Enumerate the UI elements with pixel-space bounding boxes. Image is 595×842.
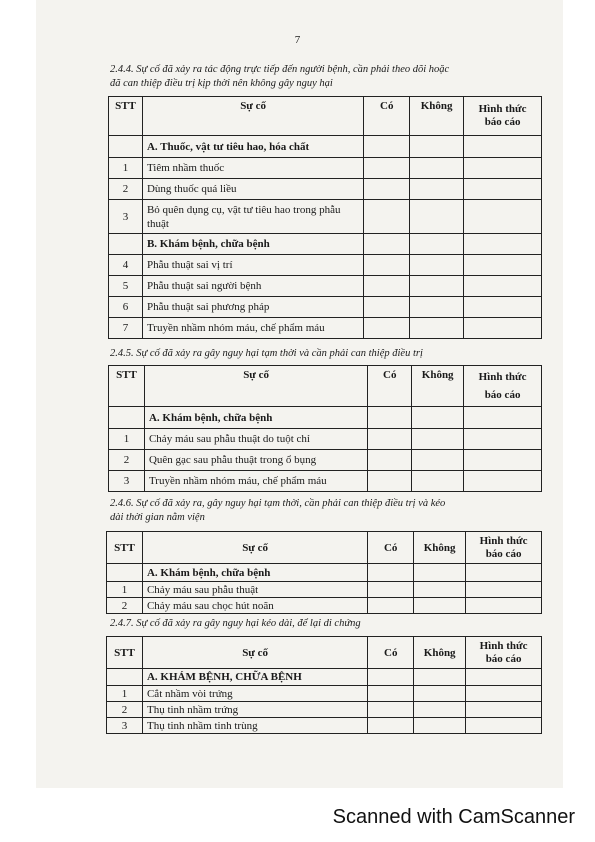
cell-stt [107, 564, 143, 582]
cell-su-co: Bỏ quên dụng cụ, vật tư tiêu hao trong phẫu thuật [142, 200, 363, 234]
header-su-co: Sự cố [142, 97, 363, 136]
cell-khong [412, 450, 464, 471]
cell-hinh-thuc-bao-cao [464, 158, 542, 179]
header-co: Có [368, 637, 414, 669]
table-header-row [109, 366, 542, 407]
cell-hinh-thuc-bao-cao [464, 450, 542, 471]
cell-hinh-thuc-bao-cao [464, 255, 542, 276]
cell-khong [410, 200, 464, 234]
table-row [109, 450, 542, 471]
cell-stt: 1 [109, 158, 143, 179]
cell-khong [410, 276, 464, 297]
cell-stt: 2 [107, 702, 143, 718]
cell-stt: 2 [109, 179, 143, 200]
header-stt: STT [109, 366, 145, 407]
header-su-co: Sự cố [142, 532, 367, 564]
cell-hinh-thuc-bao-cao [464, 318, 542, 339]
header-khong: Không [414, 532, 466, 564]
cell-stt: 2 [107, 598, 143, 614]
cell-hinh-thuc-bao-cao [464, 471, 542, 492]
cell-khong [414, 669, 466, 686]
header-su-co: Sự cố [142, 637, 367, 669]
cell-su-co: A. KHÁM BỆNH, CHỮA BỆNH [142, 669, 367, 686]
header-su-co: Sự cố [144, 366, 367, 407]
cell-co [364, 276, 410, 297]
cell-su-co: Phẫu thuật sai phương pháp [142, 297, 363, 318]
cell-su-co: Truyền nhầm nhóm máu, chế phẩm máu [144, 471, 367, 492]
cell-hinh-thuc-bao-cao [466, 669, 542, 686]
camscanner-footer: Scanned with CamScanner [332, 806, 575, 828]
cell-stt [107, 669, 143, 686]
cell-hinh-thuc-bao-cao [464, 234, 542, 255]
section-heading-2-4-7: 2.4.7. Sự cố đã xảy ra gây nguy hại kéo dài, để lại di chứng [110, 618, 361, 629]
cell-hinh-thuc-bao-cao [464, 136, 542, 158]
cell-stt: 1 [107, 582, 143, 598]
cell-stt: 5 [109, 276, 143, 297]
header-stt: STT [109, 97, 143, 136]
cell-stt: 1 [109, 429, 145, 450]
cell-co [364, 255, 410, 276]
cell-stt [109, 407, 145, 429]
section-heading-2-4-4: 2.4.4. Sự cố đã xảy ra tác động trực tiếp đến người bệnh, cần phải theo dõi hoặc đã can thiệp điều trị kịp thời nên không gây nguy hại [110, 64, 450, 89]
cell-su-co: Chảy máu sau phẫu thuật do tuột chỉ [144, 429, 367, 450]
table-row [109, 297, 542, 318]
table-group-row [109, 136, 542, 158]
table-row [109, 276, 542, 297]
cell-co [368, 407, 412, 429]
cell-stt: 6 [109, 297, 143, 318]
cell-khong [410, 255, 464, 276]
cell-hinh-thuc-bao-cao [466, 564, 542, 582]
cell-co [368, 686, 414, 702]
cell-co [368, 429, 412, 450]
header-khong: Không [412, 366, 464, 407]
table-header-row [107, 532, 542, 564]
cell-co [364, 318, 410, 339]
incident-table-2-4-7 [106, 636, 542, 734]
cell-co [364, 234, 410, 255]
cell-khong [414, 564, 466, 582]
table-row [109, 255, 542, 276]
cell-co [364, 200, 410, 234]
header-co: Có [368, 366, 412, 407]
table-row [107, 582, 542, 598]
cell-khong [410, 318, 464, 339]
header-hinh-thuc-bao-cao: Hình thức báo cáo [464, 366, 542, 407]
cell-su-co: B. Khám bệnh, chữa bệnh [142, 234, 363, 255]
cell-su-co: A. Khám bệnh, chữa bệnh [142, 564, 367, 582]
page-number: 7 [294, 34, 301, 46]
cell-khong [412, 471, 464, 492]
cell-su-co: Quên gạc sau phẫu thuật trong ổ bụng [144, 450, 367, 471]
cell-su-co: Chảy máu sau chọc hút noãn [142, 598, 367, 614]
section-heading-2-4-6: 2.4.6. Sự cố đã xảy ra, gây nguy hại tạm thời, cần phải can thiệp điều trị và kéo dài thời gian nằm viện [110, 498, 446, 523]
table-row [107, 718, 542, 734]
table-row [109, 429, 542, 450]
cell-khong [412, 429, 464, 450]
cell-stt: 2 [109, 450, 145, 471]
cell-khong [414, 582, 466, 598]
cell-co [364, 297, 410, 318]
cell-khong [414, 702, 466, 718]
cell-co [368, 582, 414, 598]
cell-hinh-thuc-bao-cao [464, 429, 542, 450]
cell-su-co: A. Khám bệnh, chữa bệnh [144, 407, 367, 429]
cell-su-co: Thụ tinh nhầm trứng [142, 702, 367, 718]
cell-hinh-thuc-bao-cao [464, 297, 542, 318]
table-row [109, 318, 542, 339]
cell-co [364, 158, 410, 179]
header-co: Có [368, 532, 414, 564]
header-stt: STT [107, 532, 143, 564]
cell-hinh-thuc-bao-cao [466, 718, 542, 734]
header-khong: Không [410, 97, 464, 136]
cell-su-co: Tiêm nhầm thuốc [142, 158, 363, 179]
table-row [109, 471, 542, 492]
header-hinh-thuc-bao-cao: Hình thức báo cáo [466, 532, 542, 564]
cell-stt: 4 [109, 255, 143, 276]
table-row [107, 686, 542, 702]
cell-hinh-thuc-bao-cao [466, 702, 542, 718]
incident-table-2-4-5 [108, 365, 542, 492]
cell-khong [410, 179, 464, 200]
cell-khong [410, 158, 464, 179]
table-group-row [107, 669, 542, 686]
cell-stt: 3 [109, 200, 143, 234]
cell-co [368, 471, 412, 492]
header-khong: Không [414, 637, 466, 669]
table-row [107, 598, 542, 614]
table-group-row [109, 234, 542, 255]
table-row [107, 702, 542, 718]
cell-hinh-thuc-bao-cao [466, 582, 542, 598]
cell-stt [109, 234, 143, 255]
cell-su-co: Cắt nhầm vòi trứng [142, 686, 367, 702]
cell-co [368, 702, 414, 718]
cell-su-co: Thụ tinh nhầm tinh trùng [142, 718, 367, 734]
cell-stt: 3 [109, 471, 145, 492]
section-heading-2-4-5: 2.4.5. Sự cố đã xảy ra gây nguy hại tạm thời và cần phải can thiệp điều trị [110, 348, 423, 359]
table-header-row [107, 637, 542, 669]
cell-co [368, 718, 414, 734]
cell-co [368, 564, 414, 582]
cell-co [364, 136, 410, 158]
cell-khong [410, 136, 464, 158]
cell-khong [412, 407, 464, 429]
cell-khong [410, 234, 464, 255]
table-group-row [109, 407, 542, 429]
cell-co [368, 450, 412, 471]
cell-khong [414, 718, 466, 734]
cell-su-co: Truyền nhầm nhóm máu, chế phẩm máu [142, 318, 363, 339]
cell-co [368, 669, 414, 686]
cell-hinh-thuc-bao-cao [464, 407, 542, 429]
cell-hinh-thuc-bao-cao [464, 179, 542, 200]
cell-stt [109, 136, 143, 158]
cell-hinh-thuc-bao-cao [466, 598, 542, 614]
table-group-row [107, 564, 542, 582]
cell-co [364, 179, 410, 200]
incident-table-2-4-6 [106, 531, 542, 614]
table-header-row [109, 97, 542, 136]
table-row [109, 158, 542, 179]
cell-khong [414, 598, 466, 614]
incident-table-2-4-4 [108, 96, 542, 339]
header-hinh-thuc-bao-cao: Hình thức báo cáo [466, 637, 542, 669]
cell-hinh-thuc-bao-cao [466, 686, 542, 702]
cell-su-co: A. Thuốc, vật tư tiêu hao, hóa chất [142, 136, 363, 158]
header-stt: STT [107, 637, 143, 669]
cell-stt: 7 [109, 318, 143, 339]
cell-su-co: Phẫu thuật sai vị trí [142, 255, 363, 276]
cell-hinh-thuc-bao-cao [464, 200, 542, 234]
cell-co [368, 598, 414, 614]
cell-khong [410, 297, 464, 318]
cell-su-co: Chảy máu sau phẫu thuật [142, 582, 367, 598]
cell-hinh-thuc-bao-cao [464, 276, 542, 297]
table-row [109, 200, 542, 234]
cell-su-co: Dùng thuốc quá liều [142, 179, 363, 200]
table-row [109, 179, 542, 200]
header-co: Có [364, 97, 410, 136]
header-hinh-thuc-bao-cao: Hình thức báo cáo [464, 97, 542, 136]
cell-su-co: Phẫu thuật sai người bệnh [142, 276, 363, 297]
cell-stt: 1 [107, 686, 143, 702]
cell-stt: 3 [107, 718, 143, 734]
cell-khong [414, 686, 466, 702]
